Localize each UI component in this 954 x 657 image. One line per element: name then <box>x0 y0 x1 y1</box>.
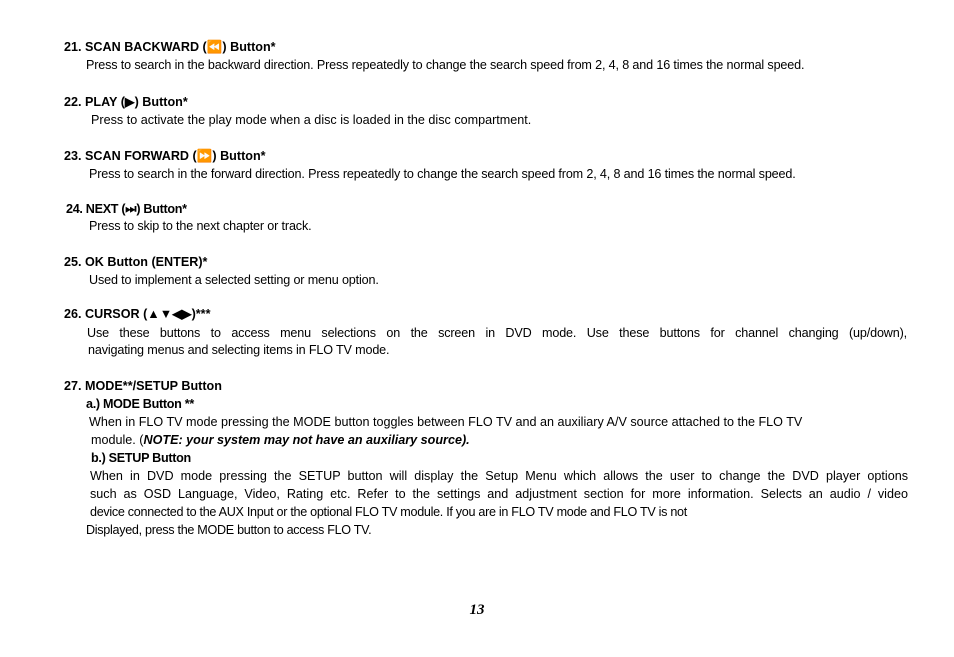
item-26-description-line-1: Use these buttons to access menu selections on the screen in DVD mode. Use these buttons for channel changing (up/down), <box>87 326 907 340</box>
item-26-heading: 26. CURSOR (▲▼◀▶)*** <box>64 307 211 321</box>
item-27-heading: 27. MODE**/SETUP Button <box>64 379 222 393</box>
item-27a-subheading: a.) MODE Button ** <box>86 397 194 411</box>
page-number: 13 <box>469 602 485 618</box>
item-23-heading: 23. SCAN FORWARD (⏩) Button* <box>64 149 266 163</box>
item-27b-line-2: such as OSD Language, Video, Rating etc. Refer to the settings and adjustment section for more information. Selects an audio / video <box>90 487 908 501</box>
auxiliary-source-note: NOTE: your system may not have an auxiliary source). <box>143 433 470 447</box>
item-25-description: Used to implement a selected setting or menu option. <box>89 273 379 287</box>
item-27a-line-2-text: module. ( <box>91 433 144 447</box>
item-21-description: Press to search in the backward direction. Press repeatedly to change the search speed from 2, 4, 8 and 16 times the normal speed. <box>86 58 805 72</box>
item-22-heading: 22. PLAY (▶) Button* <box>64 95 188 109</box>
item-23-description: Press to search in the forward direction. Press repeatedly to change the search speed from 2, 4, 8 and 16 times the normal speed. <box>89 167 796 181</box>
item-21-heading: 21. SCAN BACKWARD (⏪) Button* <box>64 40 276 54</box>
item-25-heading: 25. OK Button (ENTER)* <box>64 255 208 269</box>
item-26-description-line-2: navigating menus and selecting items in FLO TV mode. <box>88 343 390 357</box>
item-27b-subheading: b.) SETUP Button <box>91 451 191 465</box>
item-27b-line-4: Displayed, press the MODE button to access FLO TV. <box>86 523 372 537</box>
item-27b-line-1: When in DVD mode pressing the SETUP button will display the Setup Menu which allows the user to change the DVD player options <box>90 469 908 483</box>
item-27a-line-1: When in FLO TV mode pressing the MODE button toggles between FLO TV and an auxiliary A/V source attached to the FLO TV <box>89 415 803 429</box>
item-27a-line-2 <box>91 432 470 448</box>
item-24-description: Press to skip to the next chapter or track. <box>89 219 312 233</box>
item-27b-line-3: device connected to the AUX Input or the optional FLO TV module. If you are in FLO TV mode and FLO TV is not <box>90 505 687 519</box>
item-24-heading: 24. NEXT (⏭) Button* <box>66 202 187 216</box>
item-22-description: Press to activate the play mode when a disc is loaded in the disc compartment. <box>91 113 532 127</box>
